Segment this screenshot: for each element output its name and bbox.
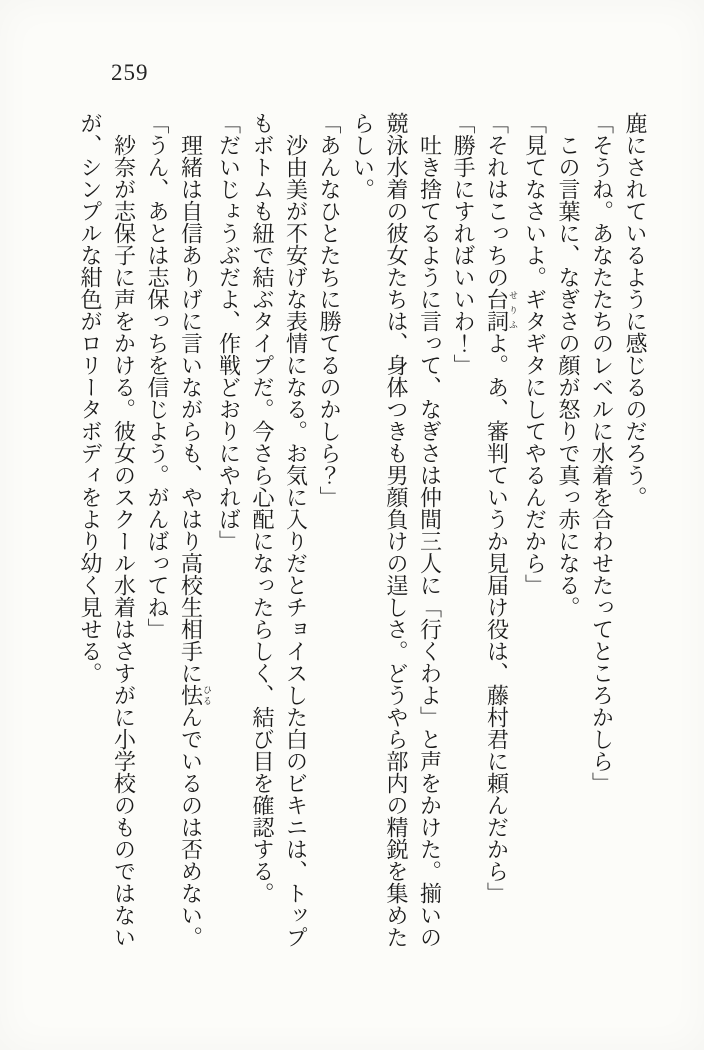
paragraph: 沙由美が不安げな表情になる。お気に入りだとチョイスした白のビキニは、トップもボトムも紐で結ぶタイプだ。今さら心配になったらしく、結び目を確認する。 [250, 112, 309, 948]
paragraph: 「あんなひとたちに勝てるのかしら？」 [317, 112, 342, 508]
furigana: せりふ [508, 288, 518, 332]
ruby-annotated-word: 怯ひる [178, 684, 212, 706]
ruby-annotated-word: 台詞せりふ [484, 288, 518, 332]
paragraph: この言葉に、なぎさの顔が怒りで真っ赤になる。 [556, 134, 581, 618]
paragraph: 「だいじょうぶだよ、作戦どおりにやれば」 [216, 112, 242, 552]
paragraph: 「それはこっちの台詞せりふよ。あ、審判ていうか見届け役は、藤村君に頼んだから」 [484, 112, 518, 904]
paragraph: 理緒は自信ありげに言いながらも、やはり高校生相手に怯ひるんでいるのは否めない。 [178, 134, 212, 948]
vertical-text-block [74, 112, 653, 950]
paragraph: 紗奈が志保子に声をかける。彼女のスクール水着はさすがに小学校のものではないが、シンプルな紺色がロリータボディをより幼く見せる。 [78, 112, 137, 948]
paragraph: 「うん、あとは志保っちを信じよう。がんばってね」 [145, 112, 170, 640]
paragraph: 鹿にされているように感じるのだろう。 [623, 112, 648, 508]
page-number: 259 [111, 60, 149, 85]
paragraph: 「見てなさいよ。ギタギタにしてやるんだから」 [522, 112, 548, 596]
paragraph: 「勝手にすればいいわ！」 [451, 112, 476, 376]
paragraph: 「そうね。あなたたちのレベルに水着を合わせたってところかしら」 [589, 112, 615, 794]
paragraph: 吐き捨てるように言って、なぎさは仲間三人に「行くわよ」と声をかけた。揃いの競泳水着の彼女たちは、身体つきも男顔負けの逞しさ。どうやら部内の精鋭を集めたらしい。 [350, 112, 443, 948]
furigana: ひる [202, 684, 212, 706]
